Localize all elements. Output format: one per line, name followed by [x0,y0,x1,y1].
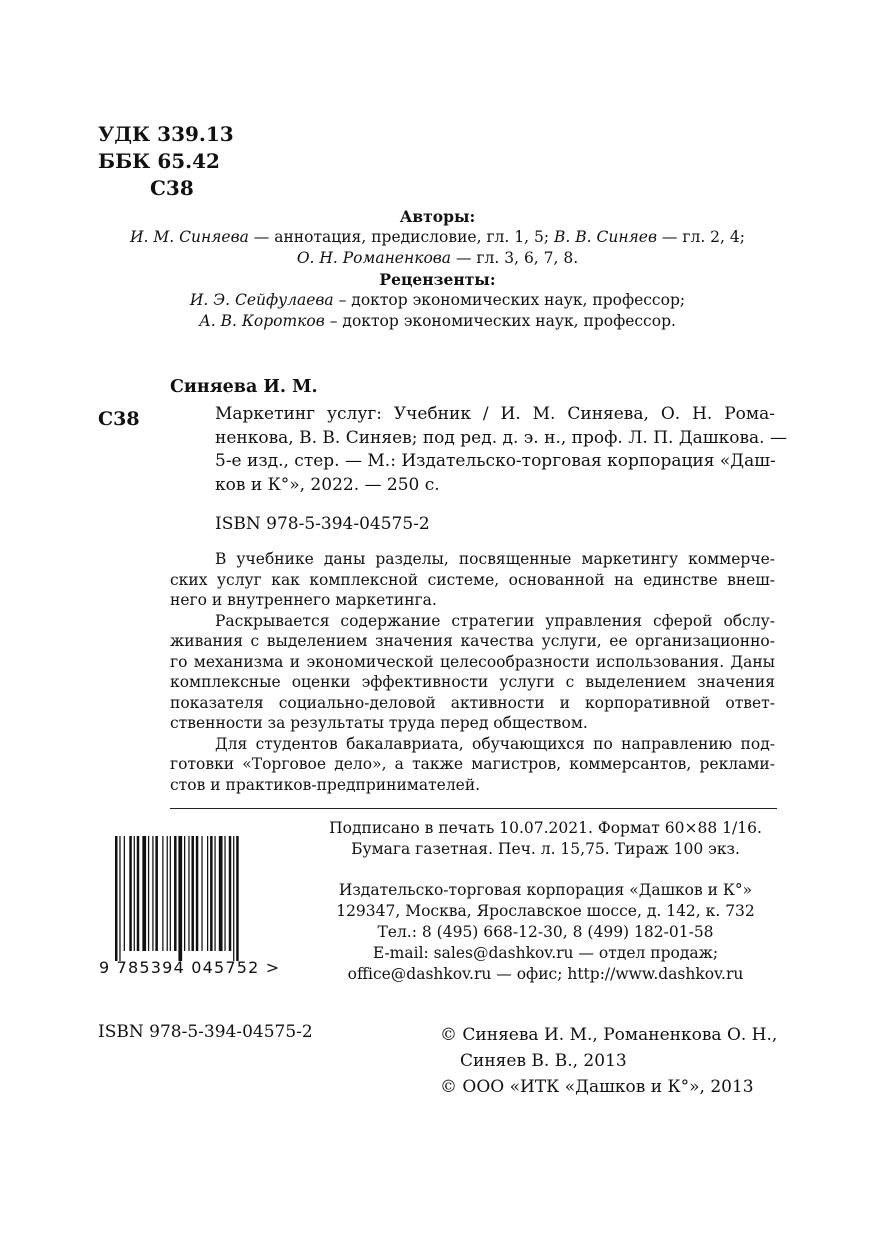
copyright-2: © ООО «ИТК «Дашков и К°», 2013 [440,1077,754,1097]
author-mark-top: С38 [150,176,194,200]
reviewer-line-1 [0,290,875,311]
imprint-publisher-info [318,880,773,985]
desc-line: ков и К°», 2022. — 250 с. [215,474,440,495]
catalog-mark: С38 [98,408,140,430]
abstract-line: Для студентов бакалавриата, обучающихся по направлению под- [215,734,775,753]
isbn-footer: ISBN 978-5-394-04575-2 [98,1022,313,1042]
barcode-icon [113,836,283,961]
imprint-address: 129347, Москва, Ярославское шоссе, д. 142, к. 732 [336,902,755,920]
reviewer-desc: – доктор экономических наук, профессор; [333,291,686,309]
abstract-line: го механизма и экономической целесообразности использования. Даны [170,652,775,671]
desc-line: ненкова, В. В. Синяев; под ред. д. э. н., проф. Л. П. Дашкова. — [215,427,787,448]
isbn-catalog: ISBN 978-5-394-04575-2 [215,514,430,534]
copyright-1: © Синяева И. М., Романенкова О. Н., [440,1025,778,1045]
copyright-1b: Синяев В. В., 2013 [460,1051,627,1071]
divider [170,808,777,809]
main-author: Синяева И. М. [170,377,318,397]
abstract-line: комплексные оценки эффективности услуги с выделением значения [170,673,775,691]
abstract-line: ских услуг как комплексной системе, основанной на единстве внеш- [170,570,775,589]
imprint-print-info [318,818,773,860]
abstract-line: ственности за результаты труда перед обществом. [170,714,588,732]
imprint-phone: Тел.: 8 (495) 668-12-30, 8 (499) 182-01-58 [377,923,714,941]
imprint-office: office@dashkov.ru — офис; http://www.dashkov.ru [347,965,744,983]
author-name: О. Н. Романенкова [296,249,452,267]
abstract-line: В учебнике даны разделы, посвященные маркетингу коммерче- [215,550,775,568]
desc-line: Маркетинг услуг: Учебник / И. М. Синяева, О. Н. Рома- [215,404,775,424]
bbk-code: ББК 65.42 [98,149,220,173]
abstract-line: показателя социально-деловой активности и корпоративной ответ- [170,693,775,712]
abstract-line: стов и практиков-предпринимателей. [170,775,481,794]
author-role: — гл. 2, 4; [657,228,745,246]
imprint-paper: Бумага газетная. Печ. л. 15,75. Тираж 100 экз. [351,840,740,858]
desc-line: 5-е изд., стер. — М.: Издательско-торговая корпорация «Даш- [215,451,776,471]
authors-line-1 [0,227,875,248]
author-role: — аннотация, предисловие, гл. 1, 5; [248,228,554,246]
author-name: И. М. Синяева [130,228,249,246]
abstract-line: Раскрывается содержание стратегии управления сферой обслу- [215,611,775,630]
reviewer-name: А. В. Коротков [199,312,325,330]
abstract [170,549,775,795]
authors-block [0,206,875,332]
imprint-signed: Подписано в печать 10.07.2021. Формат 60×88 1/16. [329,819,762,837]
authors-heading: Авторы: [399,207,476,226]
reviewer-desc: – доктор экономических наук, профессор. [324,312,676,330]
reviewers-heading: Рецензенты: [379,270,496,289]
imprint-email: E-mail: sales@dashkov.ru — отдел продаж; [372,944,719,962]
udk-code: УДК 339.13 [98,122,234,146]
author-name: В. В. Синяев [554,228,657,246]
reviewer-line-2 [0,311,875,332]
authors-line-2 [0,248,875,269]
abstract-line: готовки «Торговое дело», а также магистров, коммерсантов, реклами- [170,755,775,773]
reviewer-name: И. Э. Сейфулаева [189,291,334,309]
bibliographic-description [215,403,787,497]
abstract-line: живания с выделением значения качества услуги, ее организационно- [170,632,775,650]
abstract-line: него и внутреннего маркетинга. [170,591,437,609]
author-role: — гл. 3, 6, 7, 8. [451,249,579,267]
imprint-publisher: Издательско-торговая корпорация «Дашков и К°» [338,881,753,899]
barcode-digits: 9 785394 045752 > [99,958,281,977]
